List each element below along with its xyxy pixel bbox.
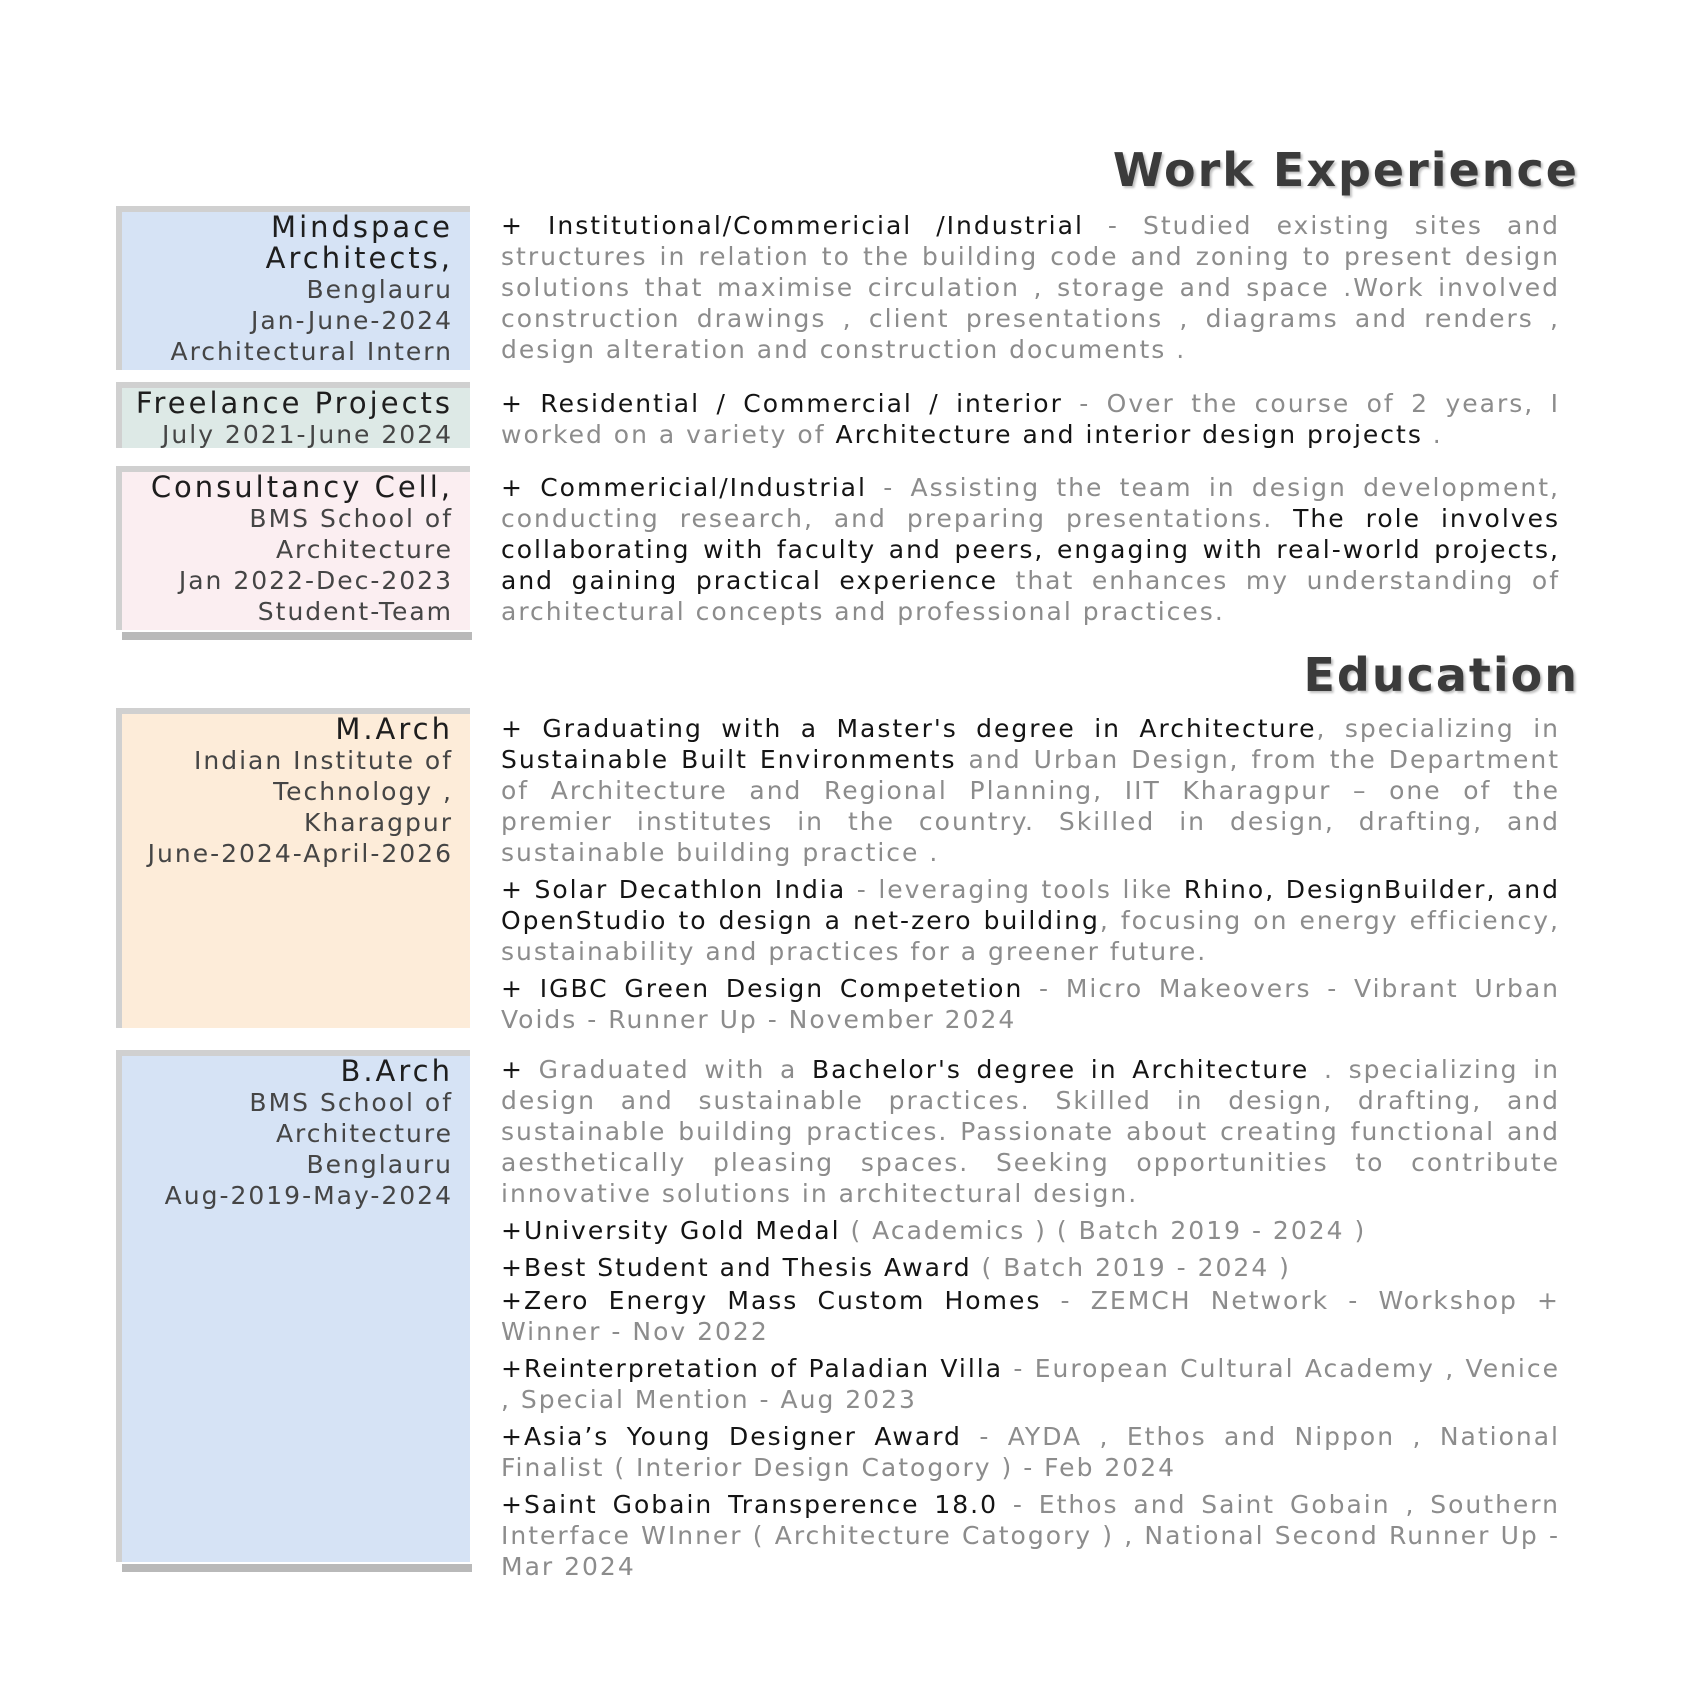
entry-text — [501, 472, 1560, 627]
panel-institute: Indian Institute of — [193, 746, 453, 775]
award-head: +Zero Energy Mass Custom Homes — [501, 1286, 1042, 1315]
panel-title: Architects, — [265, 241, 453, 275]
panel-title: M.Arch — [335, 712, 453, 746]
item-text: Graduated with a — [538, 1055, 813, 1084]
barch-intro — [501, 1054, 1560, 1209]
panel-location: Benglauru — [306, 275, 453, 304]
march-item — [501, 973, 1560, 1035]
barch-entry — [501, 1054, 1560, 1588]
march-item — [501, 713, 1560, 868]
panel-org: Architecture — [275, 535, 453, 564]
entry-desc: - Studied existing sites and structures in relation to the building code and zoning to present design solutions that maximise circulation , storage and space .Work involved construction drawings , client presentations , diagrams and renders , design alteration and construction documents . — [501, 211, 1561, 364]
panel-role: Architectural Intern — [170, 337, 453, 366]
award-desc: - European Cultural Academy , Venice , Special Mention - Aug 2023 — [501, 1354, 1561, 1414]
award-item — [501, 1421, 1560, 1483]
entry-text — [501, 210, 1560, 365]
item-text: - Micro Makeovers - Vibrant Urban Voids - Runner Up - November 2024 — [501, 974, 1560, 1034]
award-head: +University Gold Medal — [501, 1216, 841, 1245]
panel-location: Benglauru — [306, 1150, 453, 1179]
item-highlight: Sustainable Built Environments — [501, 745, 957, 774]
item-highlight: Master's degree in Architecture — [836, 714, 1317, 743]
entry-text — [501, 388, 1560, 450]
panel-role: Student-Team — [257, 597, 453, 626]
mindspace-panel — [116, 206, 470, 370]
march-panel — [116, 708, 470, 1028]
award-item — [501, 1215, 1560, 1246]
panel-title: Consultancy Cell, — [150, 470, 453, 504]
consultancy-panel — [116, 466, 470, 630]
item-text: - leveraging tools like — [846, 875, 1184, 904]
panel-institute: Technology , — [273, 777, 453, 806]
march-item — [501, 874, 1560, 967]
award-head: +Saint Gobain Transperence 18.0 — [501, 1490, 999, 1519]
item-lead: + — [501, 1055, 539, 1084]
education-heading: Education — [1303, 648, 1579, 702]
item-highlight: Bachelor's degree in Architecture — [812, 1055, 1310, 1084]
entry-tail: that enhances my understanding of architectural concepts and professional practices. — [501, 566, 1560, 626]
panel-location: Kharagpur — [303, 808, 453, 837]
award-item — [501, 1489, 1560, 1582]
panel-title: B.Arch — [340, 1054, 453, 1088]
item-text: , focusing on energy efficiency, sustainability and practices for a greener future. — [501, 906, 1560, 966]
entry-highlight: Architecture and interior design projects — [835, 420, 1423, 449]
barch-panel — [116, 1050, 470, 1562]
entry-highlight: The role involves collaborating with faculty and peers, engaging with real-world projects, and gaining practical experience — [501, 504, 1560, 595]
award-item — [501, 1353, 1560, 1415]
panel-institute: BMS School of — [249, 1088, 453, 1117]
mindspace-entry — [501, 210, 1560, 371]
award-head: +Asia’s Young Designer Award — [501, 1422, 962, 1451]
panel-dates: July 2021-June 2024 — [162, 420, 453, 449]
award-item — [501, 1285, 1560, 1347]
entry-desc: - Assisting the team in design development, conducting research, and preparing presentations. — [501, 473, 1560, 533]
award-desc: - ZEMCH Network - Workshop + Winner - Nov 2022 — [501, 1286, 1560, 1346]
consultancy-entry — [501, 472, 1560, 633]
award-desc: ( Academics ) ( Batch 2019 - 2024 ) — [840, 1216, 1367, 1245]
award-desc: - Ethos and Saint Gobain , Southern Interface WInner ( Architecture Catogory ) , National Second Runner Up - Mar 2024 — [501, 1490, 1560, 1581]
panel-shadow — [122, 632, 472, 640]
freelance-entry — [501, 388, 1560, 456]
panel-dates: Jan-June-2024 — [250, 306, 453, 335]
award-desc: ( Batch 2019 - 2024 ) — [971, 1253, 1291, 1282]
panel-dates: Jan 2022-Dec-2023 — [178, 566, 453, 595]
item-head: + Solar Decathlon India — [501, 875, 847, 904]
item-head: + IGBC Green Design Competetion — [501, 974, 1024, 1003]
panel-institute: Architecture — [275, 1119, 453, 1148]
panel-shadow — [122, 1564, 472, 1572]
award-desc: - AYDA , Ethos and Nippon , National Finalist ( Interior Design Catogory ) - Feb 2024 — [501, 1422, 1560, 1482]
item-highlight: Rhino, DesignBuilder, and OpenStudio to design a net-zero building — [501, 875, 1560, 935]
panel-title: Mindspace — [271, 210, 453, 244]
panel-title: Freelance Projects — [135, 386, 453, 420]
march-entry — [501, 713, 1560, 1041]
panel-org: BMS School of — [249, 504, 453, 533]
entry-head: + Institutional/Commericial /Industrial — [501, 211, 1084, 240]
award-item — [501, 1252, 1560, 1283]
freelance-panel — [116, 382, 470, 448]
entry-head: + Residential / Commercial / interior — [501, 389, 1063, 418]
item-text: , specializing in — [1316, 714, 1561, 743]
panel-dates: June-2024-April-2026 — [147, 839, 453, 868]
entry-desc: - Over the course of 2 years, I worked on a variety of — [501, 389, 1560, 449]
entry-tail: . — [1422, 420, 1443, 449]
item-lead: + Graduating with a — [501, 714, 837, 743]
panel-dates: Aug-2019-May-2024 — [164, 1181, 453, 1210]
item-text: . specializing in design and sustainable practices. Skilled in design, drafting, and sustainable building practices. Passionate about creating functional and aesthetically pleasing spaces. Seeking opportunities to contribute innovative solutions in architectural design. — [501, 1055, 1560, 1208]
item-text: and Urban Design, from the Department of Architecture and Regional Planning, IIT Kharagpur – one of the premier institutes in the country. Skilled in design, drafting, and sustainable building practice . — [501, 745, 1561, 867]
award-head: +Best Student and Thesis Award — [501, 1253, 972, 1282]
work-experience-heading: Work Experience — [1112, 143, 1579, 197]
entry-head: + Commericial/Industrial — [501, 473, 867, 502]
award-head: +Reinterpretation of Paladian Villa — [501, 1354, 1004, 1383]
